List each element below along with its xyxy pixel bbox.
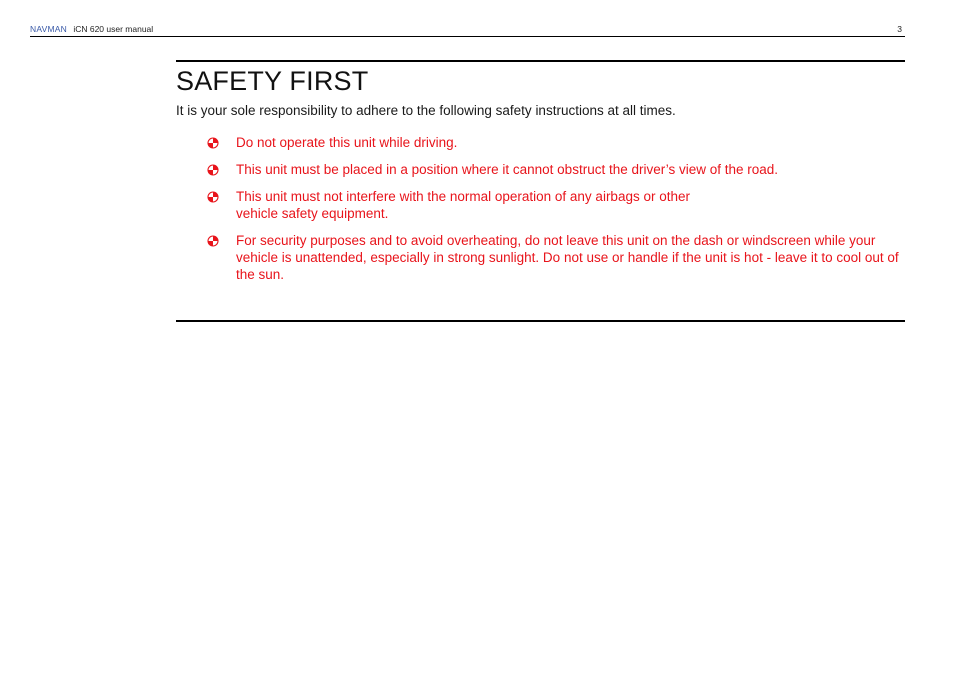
warning-text-line: This unit must not interfere with the normal operation of any airbags or other [236, 189, 690, 204]
page-header [30, 22, 904, 36]
warning-text: For security purposes and to avoid overheating, do not leave this unit on the dash or windscreen while your vehicle is unattended, especially in strong sunlight. Do not use or handle if the unit is hot - leave it to cool out of the sun. [236, 233, 899, 282]
list-item [206, 232, 906, 283]
safety-warning-list [206, 134, 906, 293]
list-item [206, 161, 906, 178]
warning-bullet-icon [207, 235, 219, 247]
warning-bullet-icon [207, 191, 219, 203]
warning-bullet-icon [207, 164, 219, 176]
page-title: SAFETY FIRST [176, 66, 369, 96]
brand-name: NAVMAN [30, 24, 67, 34]
warning-text: This unit must be placed in a position where it cannot obstruct the driver’s view of the road. [236, 162, 779, 177]
page-number: 3 [897, 24, 902, 34]
warning-bullet-icon [207, 137, 219, 149]
list-item [206, 134, 906, 151]
header-divider [30, 36, 905, 37]
warning-text: Do not operate this unit while driving. [236, 135, 458, 150]
intro-text: It is your sole responsibility to adhere to the following safety instructions at all times. [176, 103, 676, 118]
manual-title: iCN 620 user manual [73, 24, 154, 34]
title-divider [176, 60, 905, 62]
warning-text-line: vehicle safety equipment. [236, 206, 389, 221]
list-item [206, 188, 906, 222]
section-bottom-divider [176, 320, 905, 322]
